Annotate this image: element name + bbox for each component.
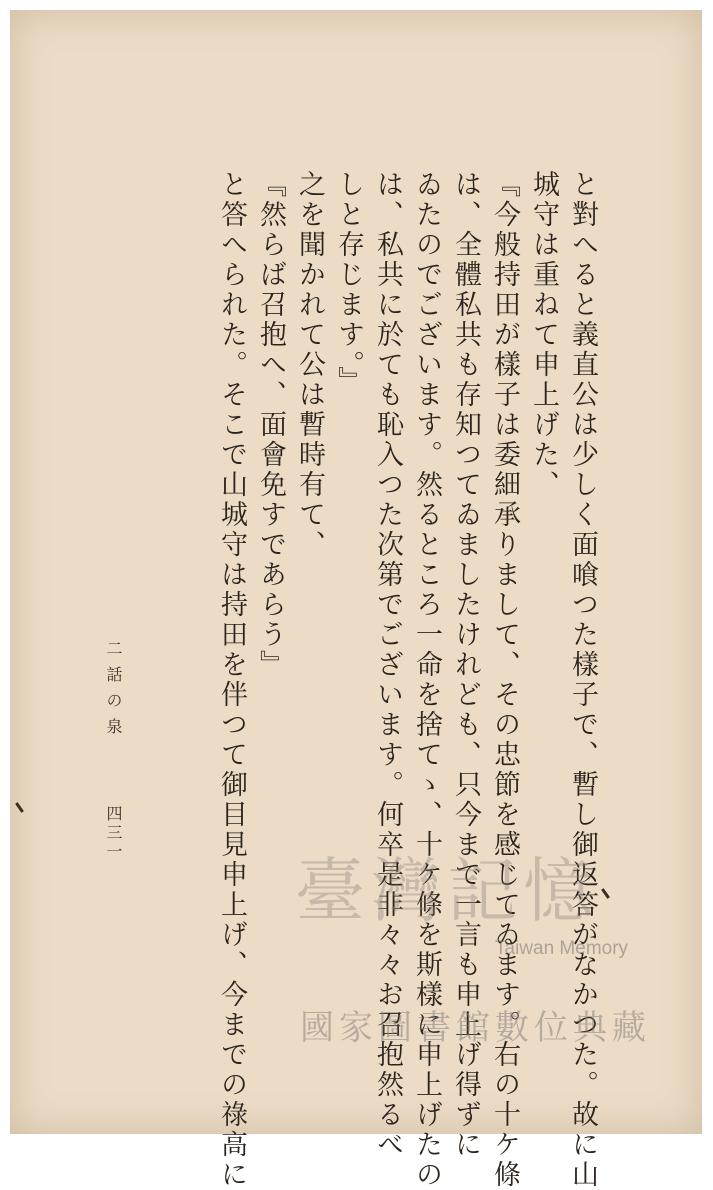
text-column-9: 『然らば召抱へ、面會免すであらう』 bbox=[255, 170, 286, 680]
watermark-script: 臺灣記憶 bbox=[295, 850, 599, 932]
text-column-7: しと存じます。』 bbox=[333, 170, 364, 397]
watermark-latin: Taiwan Memory bbox=[495, 938, 629, 959]
text-column-10: と答へられた。そこで山城守は持田を伴つて御目見申上げ、今までの祿高に bbox=[216, 170, 247, 1190]
text-column-3: 『今般持田が樣子は委細承りまして、その忠節を感じてゐます。右の十ケ條 bbox=[489, 170, 520, 1190]
running-title: 二話の泉 bbox=[104, 640, 123, 744]
watermark-org: 國家圖書館數位典藏 bbox=[300, 1008, 651, 1048]
text-column-6: は、私共に於ても恥入つた次第でございます。何卒是非々々お召抱然るべ bbox=[372, 170, 403, 1160]
page-number: 四三一 bbox=[104, 805, 123, 862]
text-column-2: 城守は重ねて申上げた、 bbox=[528, 170, 559, 500]
ink-mark bbox=[601, 888, 610, 899]
text-column-4: は、全體私共も存知つてゐましたけれども、只今まで一言も申上げ得ずに bbox=[450, 170, 481, 1160]
text-column-8: 之を聞かれて公は暫時有て、 bbox=[294, 170, 325, 560]
ink-mark bbox=[15, 802, 24, 813]
text-column-1: と對へると義直公は少しく面喰つた樣子で、暫し御返答がなかつた。故に山 bbox=[567, 170, 598, 1190]
book-page bbox=[10, 10, 702, 1190]
text-column-5: ゐたのでございます。然るところ一命を捨てゝ、十ケ條を斯樣に申上げたの bbox=[411, 170, 442, 1190]
